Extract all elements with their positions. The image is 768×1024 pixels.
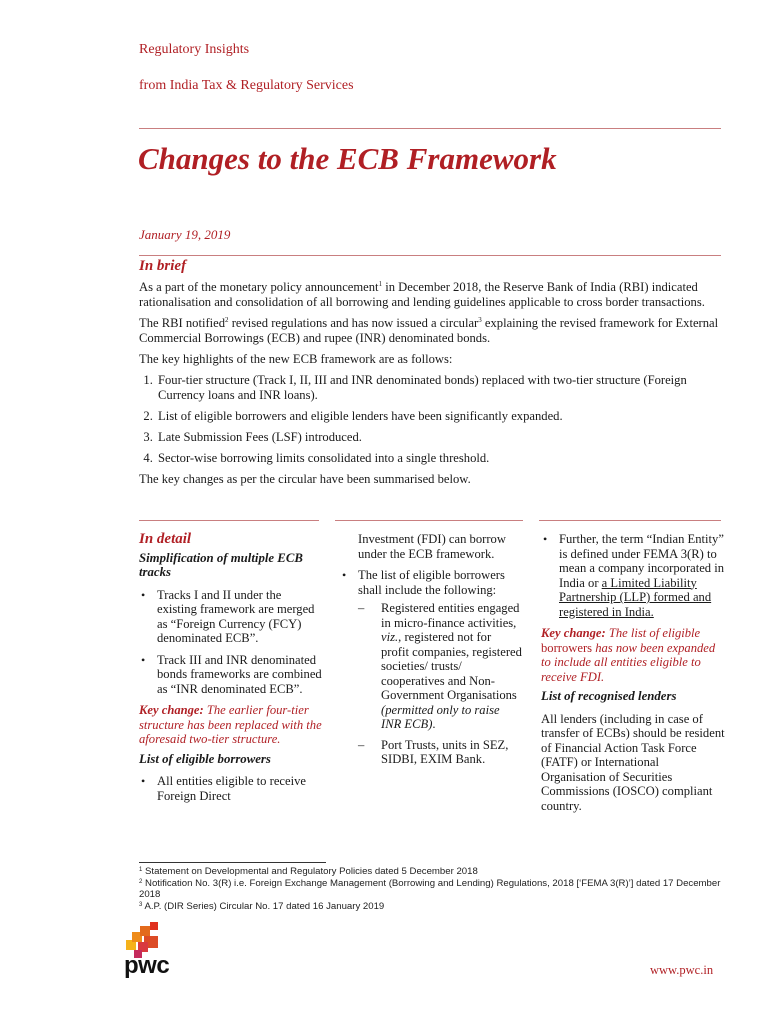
- list-item: [340, 568, 522, 767]
- page-title: Changes to the ECB Framework: [138, 141, 557, 176]
- brief-p1-text-a: As a part of the monetary policy announcement: [139, 280, 379, 294]
- key-change-text-c: has now been expanded to include all entities eligible to receive FDI.: [541, 640, 716, 684]
- footnote-text: A.P. (DIR Series) Circular No. 17 dated 16 January 2019: [144, 900, 385, 912]
- sub-item-text-b: , registered not for profit companies, registered societies/ trusts/ cooperatives and Non-Government Organisations: [381, 630, 522, 702]
- list-item-text: The list of eligible borrowers shall include the following:: [358, 568, 505, 597]
- highlight-item: 1. Four-tier structure (Track I, II, III and INR denominated bonds) replaced with two-tier structure (Foreign Currency loans and INR loans).: [156, 373, 721, 403]
- key-change-label: Key change:: [541, 626, 606, 640]
- detail-column-3: [541, 532, 725, 818]
- footnote-number: 1: [139, 867, 143, 873]
- brief-section: [139, 280, 721, 493]
- brief-heading: In brief: [139, 258, 187, 274]
- detail-divider-col1: [139, 520, 319, 521]
- key-change-label: Key change:: [139, 703, 204, 717]
- highlights-list: [139, 373, 721, 466]
- footnotes: [139, 866, 729, 912]
- footnote-ref-1[interactable]: 1: [378, 279, 383, 288]
- key-change-note-2: [541, 626, 725, 684]
- footnote-divider: [139, 862, 326, 863]
- key-change-text-b: borrowers: [541, 640, 593, 655]
- subheading-recognised-lenders: List of recognised lenders: [541, 689, 677, 703]
- header-line-1: Regulatory Insights: [139, 42, 250, 57]
- brief-paragraph-4: The key changes as per the circular have been summarised below.: [139, 472, 471, 486]
- footnote-ref-3[interactable]: 3: [478, 315, 482, 324]
- col3-bullets: [541, 532, 725, 619]
- list-item-text: Further, the term “Indian Entity” is defined under FEMA 3(R) to mean a company incorporated in India or: [559, 532, 725, 590]
- key-change-text: The earlier four-tier structure has been replaced with the aforesaid two-tier structure.: [139, 703, 322, 746]
- list-item: [541, 532, 725, 619]
- list-item: • All entities eligible to receive Foreign Direct: [139, 774, 323, 803]
- detail-column-1: [139, 532, 323, 810]
- sub-item-text-a: Registered entities engaged in micro-finance activities,: [381, 601, 520, 630]
- brief-paragraph-3: The key highlights of the new ECB framework are as follows:: [139, 352, 453, 366]
- footnote-number: 2: [139, 878, 143, 885]
- footnote-text: Notification No. 3(R) i.e. Foreign Exchange Management (Borrowing and Lending) Regulations, 2018 [‘FEMA 3(R)’] dated 17 December 2018: [139, 877, 721, 900]
- brief-paragraph-1: [139, 280, 721, 310]
- list-item: • Track III and INR denominated bonds frameworks are combined as “INR denominated ECB”.: [139, 653, 323, 697]
- key-change-note-1: [139, 703, 323, 747]
- col1-bullets: [139, 588, 323, 697]
- detail-divider-col3: [539, 520, 721, 521]
- brief-paragraph-2: [139, 316, 721, 346]
- footnote-1: [139, 866, 729, 878]
- col1-bullets-2: [139, 774, 323, 803]
- pwc-wordmark: pwc: [124, 952, 170, 979]
- sub-item-text-c: (permitted only to raise INR ECB): [381, 702, 500, 731]
- sub-item-text-d: .: [432, 717, 436, 731]
- sub-list-item: – Port Trusts, units in SEZ, SIDBI, EXIM Bank.: [358, 738, 522, 767]
- brief-divider: [139, 255, 721, 256]
- detail-column-2: [340, 532, 522, 774]
- brief-p1-text-b: in December 2018, the Reserve Bank of India (RBI) indicated rationalisation and consolidation of all borrowing and lending guidelines applicable to cross border transactions.: [139, 280, 705, 309]
- highlight-item: 3. Late Submission Fees (LSF) introduced.: [156, 430, 721, 445]
- footnote-2: [139, 878, 729, 901]
- footnote-ref-2[interactable]: 2: [225, 315, 229, 324]
- publication-date: January 19, 2019: [139, 227, 231, 242]
- sub-list-item: [358, 601, 522, 732]
- footnote-text: Statement on Developmental and Regulatory Policies dated 5 December 2018: [145, 866, 478, 877]
- continued-text: Investment (FDI) can borrow under the ECB framework.: [358, 532, 506, 561]
- highlight-item: 2. List of eligible borrowers and eligible lenders have been significantly expanded.: [156, 409, 721, 424]
- subheading-simplification: Simplification of multiple ECB tracks: [139, 550, 303, 579]
- sub-item-viz: viz.: [381, 630, 399, 644]
- list-item-underlined-text: a Limited Liability Partnership (LLP) formed and registered in India.: [559, 575, 712, 619]
- footnote-number: 3: [139, 901, 143, 908]
- list-item: • Tracks I and II under the existing framework are merged as “Foreign Currency (FCY) denominated ECB”.: [139, 588, 323, 646]
- detail-heading: In detail: [139, 531, 192, 547]
- detail-divider-col2: [335, 520, 523, 521]
- header-line-2: from India Tax & Regulatory Services: [139, 78, 354, 93]
- sub-list: [358, 601, 522, 767]
- header-divider: [139, 128, 721, 129]
- website-link[interactable]: www.pwc.in: [650, 963, 714, 977]
- brief-p2-text-c: explaining the revised framework for External Commercial Borrowings (ECB) and rupee (INR) denominated bonds.: [139, 316, 719, 345]
- lenders-paragraph: All lenders (including in case of transfer of ECBs) should be resident of Financial Action Task Force (FATF) or International Organisation of Securities Commissions (IOSCO) compliant country.: [541, 711, 725, 813]
- highlight-item: 4. Sector-wise borrowing limits consolidated into a single threshold.: [156, 451, 721, 466]
- footnote-3: [139, 901, 729, 913]
- subheading-eligible-borrowers: List of eligible borrowers: [139, 751, 271, 766]
- brief-p2-text-b: revised regulations and has now issued a circular: [228, 316, 479, 330]
- col2-bullets: [340, 568, 522, 767]
- brief-p2-text-a: The RBI notified: [139, 316, 226, 330]
- key-change-text-a: The list of eligible: [605, 626, 701, 640]
